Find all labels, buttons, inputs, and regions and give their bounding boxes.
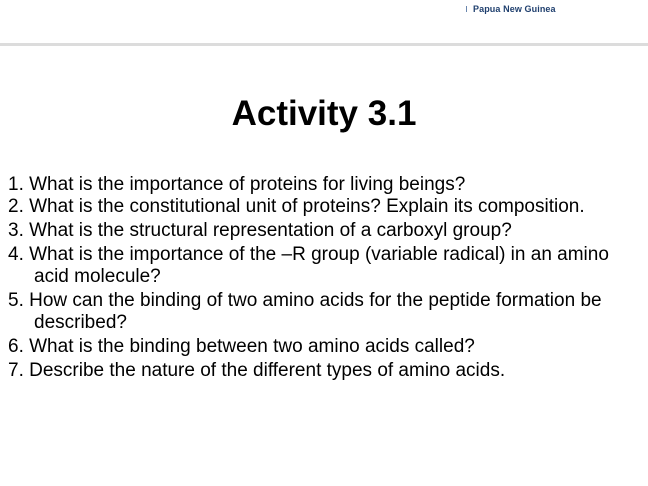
question-item: 6. What is the binding between two amino acids called?: [8, 336, 475, 357]
question-item: 4. What is the importance of the –R group (variable radical) in an amino acid molecule?: [8, 244, 609, 287]
slide-title: Activity 3.1: [231, 94, 417, 133]
question-item: 1. What is the importance of proteins for living beings?: [8, 174, 466, 195]
logo-mark-icon: [466, 6, 471, 12]
question-item: 3. What is the structural representation of a carboxyl group?: [8, 220, 512, 241]
question-item: 7. Describe the nature of the different types of amino acids.: [8, 360, 506, 381]
question-item: 2. What is the constitutional unit of proteins? Explain its composition.: [8, 196, 585, 217]
question-list: [8, 174, 640, 382]
question-item: 5. How can the binding of two amino acids for the peptide formation be described?: [8, 290, 602, 333]
top-bar: [0, 0, 648, 44]
header-divider: [0, 43, 648, 46]
brand-logo: [466, 4, 556, 14]
brand-name: Papua New Guinea: [473, 4, 556, 14]
